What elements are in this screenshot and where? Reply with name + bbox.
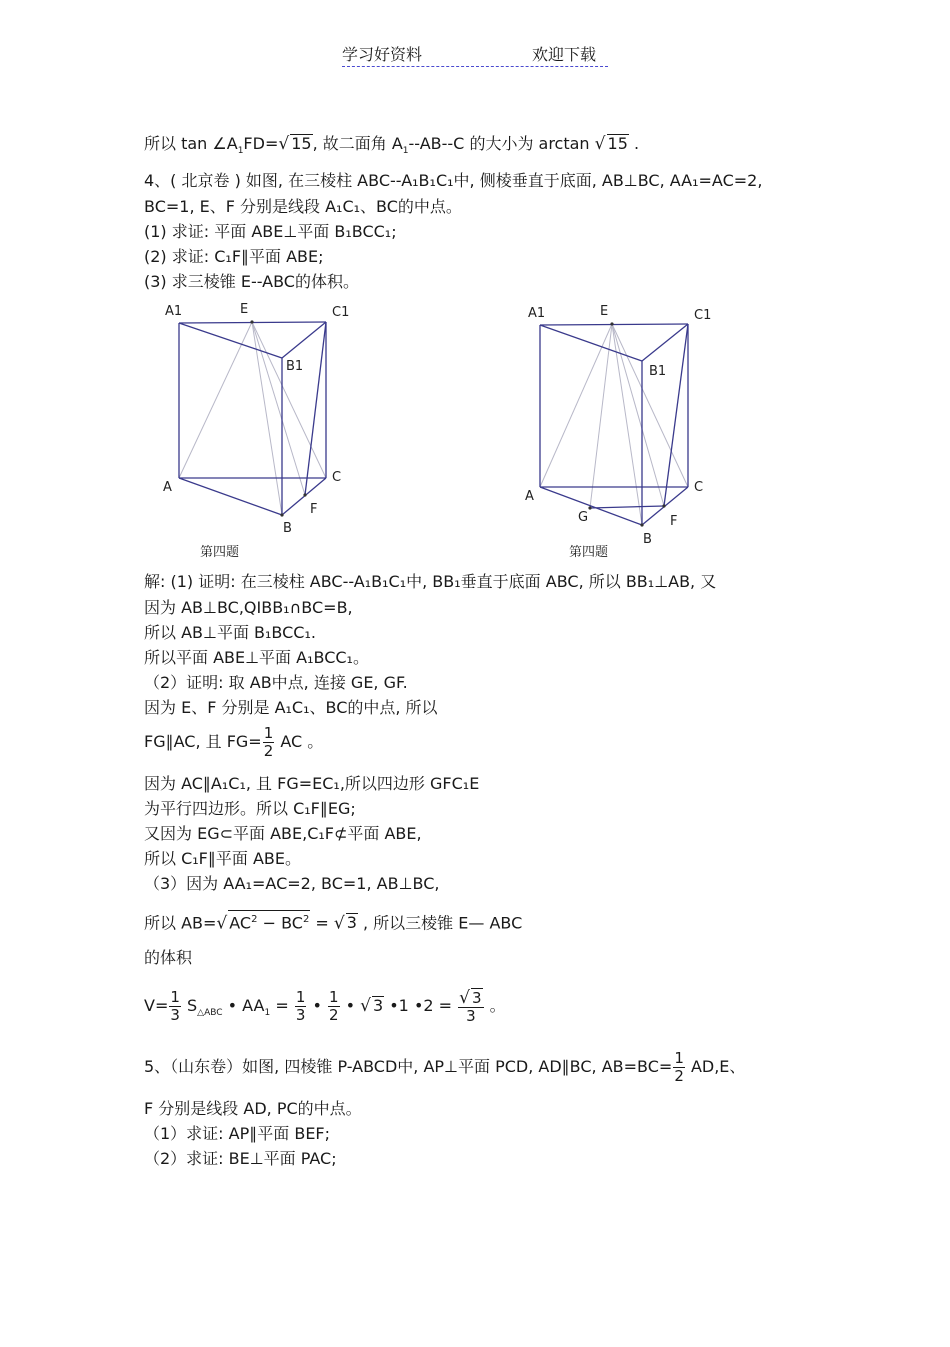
volume-formula: V= $\frac{1}{3}$ $S_{\triangle ABC}$ • $AA_1$ = $\frac{1}{3}$ • $\frac{1}{2}$ • √ 3 •1 •2 = $\frac{√ 3}{3}$ 。 bbox=[144, 988, 506, 1025]
prism-edges bbox=[179, 322, 326, 515]
label-A1: A1 bbox=[528, 306, 546, 321]
solution-line-7: FG∥AC, 且 FG= $\frac{1}{2}$ AC 。 bbox=[144, 724, 324, 760]
page-header bbox=[342, 42, 608, 67]
solution-line-10: 又因为 EG⊂平面 ABE,C₁F⊄平面 ABE, bbox=[144, 824, 422, 843]
label-B1: B1 bbox=[286, 359, 304, 374]
solution-line-2: 因为 AB⊥BC,QIBB₁∩BC=B, bbox=[144, 598, 353, 617]
solution-line-11: 所以 C₁F∥平面 ABE。 bbox=[144, 849, 301, 868]
problem-4-q1: (1) 求证: 平面 ABE⊥平面 B₁BCC₁; bbox=[144, 222, 397, 241]
problem-5-q2: （2）求证: BE⊥平面 PAC; bbox=[144, 1149, 337, 1168]
label-A1: A1 bbox=[165, 304, 183, 319]
problem-4-q3: (3) 求三棱锥 E--ABC的体积。 bbox=[144, 272, 359, 291]
label-E: E bbox=[600, 304, 609, 319]
problem-5-line-2: F 分别是线段 AD, PC的中点。 bbox=[144, 1099, 362, 1118]
label-B: B bbox=[283, 521, 292, 536]
label-A: A bbox=[163, 480, 172, 495]
solution-line-13: 所以 AB=√ $AC^2 - BC^2$ = √ 3 , 所以三棱锥 E— ABC bbox=[144, 910, 522, 934]
solution-line-8: 因为 AC∥A₁C₁, 且 FG=EC₁,所以四边形 GFC₁E bbox=[144, 774, 480, 793]
solution-line-5: （2）证明: 取 AB中点, 连接 GE, GF. bbox=[144, 673, 408, 692]
header-left: 学习好资料 bbox=[342, 45, 423, 64]
problem-4-line-2: BC=1, E、F 分别是线段 A₁C₁、BC的中点。 bbox=[144, 197, 462, 216]
solution-line-1: 解: (1) 证明: 在三棱柱 ABC--A₁B₁C₁中, BB₁垂直于底面 ABC, 所以 BB₁⊥AB, 又 bbox=[144, 572, 717, 591]
solution-line-4: 所以平面 ABE⊥平面 A₁BCC₁。 bbox=[144, 648, 369, 667]
label-F: F bbox=[310, 502, 318, 517]
figure-prism-right bbox=[520, 298, 730, 548]
solution-line-6: 因为 E、F 分别是 A₁C₁、BC的中点, 所以 bbox=[144, 698, 438, 717]
label-E: E bbox=[240, 302, 249, 317]
label-C1: C1 bbox=[332, 305, 350, 320]
prism-edges bbox=[540, 324, 688, 525]
label-B1: B1 bbox=[649, 364, 667, 379]
figure-caption-left: 第四题 bbox=[200, 545, 240, 560]
solution-line-14: 的体积 bbox=[144, 948, 193, 967]
solution-line-3: 所以 AB⊥平面 B₁BCC₁. bbox=[144, 623, 316, 642]
label-C1: C1 bbox=[694, 308, 712, 323]
problem-4-title: 4、( 北京卷 ) 如图, 在三棱柱 ABC--A₁B₁C₁中, 侧棱垂直于底面, AB⊥BC, AA₁=AC=2, bbox=[144, 171, 763, 190]
label-C: C bbox=[694, 480, 704, 495]
figure-prism-left bbox=[155, 298, 365, 543]
problem-5-q1: （1）求证: AP∥平面 BEF; bbox=[144, 1124, 331, 1143]
solution-line-9: 为平行四边形。所以 C₁F∥EG; bbox=[144, 799, 356, 818]
label-C: C bbox=[332, 470, 342, 485]
label-G: G bbox=[578, 510, 589, 525]
label-F: F bbox=[670, 514, 678, 529]
problem-4-q2: (2) 求证: C₁F∥平面 ABE; bbox=[144, 247, 324, 266]
problem-5-title: 5、（山东卷）如图, 四棱锥 P-ABCD中, AP⊥平面 PCD, AD∥BC, AB=BC= $\frac{1}{2}$ AD,E、 bbox=[144, 1049, 746, 1085]
label-B: B bbox=[643, 532, 652, 547]
label-A: A bbox=[525, 489, 534, 504]
text-line-1: 所以 $\tan \angle A_1FD=√$ 15, 故二面角 $A_1--AB--C$ 的大小为 arctan √ 15 . bbox=[144, 134, 640, 157]
header-right: 欢迎下载 bbox=[532, 45, 597, 64]
figure-caption-right: 第四题 bbox=[569, 545, 609, 560]
solution-line-12: （3）因为 AA₁=AC=2, BC=1, AB⊥BC, bbox=[144, 874, 440, 893]
